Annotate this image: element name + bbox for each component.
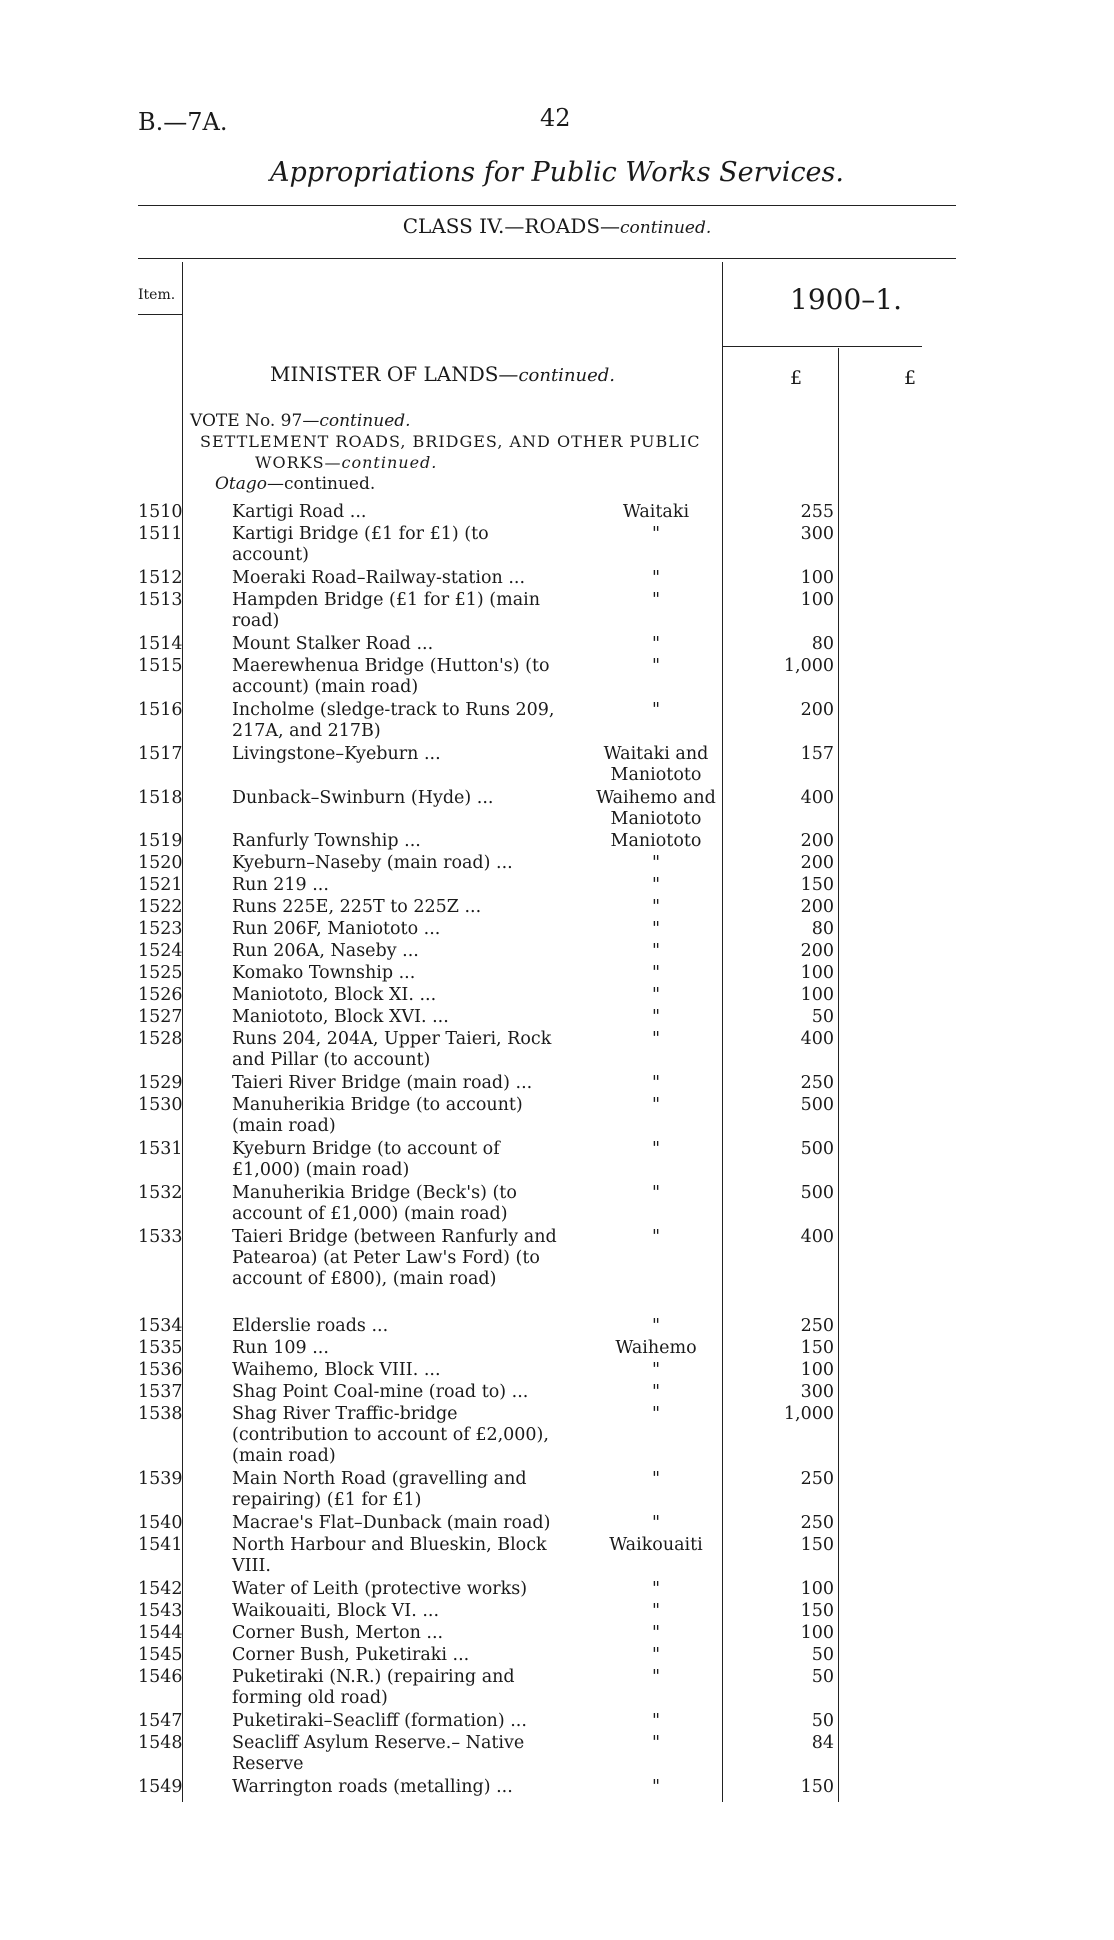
electoral-district: " (651, 1777, 661, 1797)
amount: 150 (800, 1601, 834, 1621)
electoral-district: Waitaki and Maniototo (603, 744, 709, 785)
item-description: Livingstone–Kyeburn ... (232, 744, 441, 764)
electoral-district: " (651, 941, 661, 961)
amount: 500 (800, 1095, 834, 1115)
amount: 300 (800, 1382, 834, 1402)
item-number: 1549 (138, 1777, 183, 1797)
item-number: 1546 (138, 1667, 183, 1687)
item-description: Manuherikia Bridge (to account) (main road) (232, 1095, 523, 1136)
page-title: Appropriations for Public Works Services. (270, 157, 844, 188)
item-number: 1515 (138, 656, 183, 676)
amount: 250 (800, 1073, 834, 1093)
electoral-district: " (651, 1073, 661, 1093)
item-number: 1542 (138, 1579, 183, 1599)
item-description: Runs 225E, 225T to 225Z ... (232, 897, 482, 917)
class-title: CLASS IV.—ROADS—continued. (402, 214, 712, 238)
electoral-district: " (651, 1711, 661, 1731)
rule-amount (838, 348, 839, 1802)
item-number: 1537 (138, 1382, 183, 1402)
electoral-district: " (651, 700, 661, 720)
item-number: 1533 (138, 1227, 183, 1247)
amount: 400 (800, 1029, 834, 1049)
amount: 200 (800, 700, 834, 720)
item-description: Macrae's Flat–Dunback (main road) (232, 1513, 551, 1533)
item-description: Water of Leith (protective works) (232, 1579, 528, 1599)
item-description: Kyeburn–Naseby (main road) ... (232, 853, 513, 873)
electoral-district: " (651, 963, 661, 983)
item-number: 1519 (138, 831, 183, 851)
amount: 1,000 (783, 1404, 834, 1424)
item-description: Warrington roads (metalling) ... (232, 1777, 513, 1797)
year-column-header: 1900–1. (790, 283, 902, 316)
item-number: 1539 (138, 1469, 183, 1489)
amount: 200 (800, 941, 834, 961)
amount: 100 (800, 590, 834, 610)
rule-desc (722, 262, 723, 1802)
electoral-district: " (651, 1623, 661, 1643)
electoral-district: " (651, 1139, 661, 1159)
amount: 100 (800, 568, 834, 588)
item-number: 1520 (138, 853, 183, 873)
electoral-district: " (651, 853, 661, 873)
vote-suffix: continued. (319, 411, 411, 431)
amount: 150 (800, 875, 834, 895)
item-number: 1540 (138, 1513, 183, 1533)
amount: 157 (800, 744, 834, 764)
divider-class (138, 258, 956, 259)
district-suffix: —continued. (267, 474, 376, 494)
item-description: Puketiraki (N.R.) (repairing and forming old road) (232, 1667, 515, 1708)
works-heading: WORKS—continued. (255, 453, 438, 472)
item-number: 1513 (138, 590, 183, 610)
electoral-district: " (651, 1733, 661, 1753)
electoral-district: " (651, 1183, 661, 1203)
item-description: Maniototo, Block XVI. ... (232, 1007, 449, 1027)
electoral-district: Maniototo (610, 831, 702, 851)
item-description: Run 206A, Naseby ... (232, 941, 419, 961)
item-description: Runs 204, 204A, Upper Taieri, Rock and Pillar (to account) (232, 1029, 552, 1070)
electoral-district: " (651, 656, 661, 676)
item-number: 1512 (138, 568, 183, 588)
item-description: Hampden Bridge (£1 for £1) (main road) (232, 590, 541, 631)
item-number: 1538 (138, 1404, 183, 1424)
electoral-district: " (651, 1469, 661, 1489)
item-description: Elderslie roads ... (232, 1316, 389, 1336)
item-number: 1514 (138, 634, 183, 654)
item-description: Waihemo, Block VIII. ... (232, 1360, 441, 1380)
electoral-district: " (651, 985, 661, 1005)
item-number: 1543 (138, 1601, 183, 1621)
item-number: 1534 (138, 1316, 183, 1336)
item-number: 1522 (138, 897, 183, 917)
item-number: 1548 (138, 1733, 183, 1753)
item-description: Corner Bush, Puketiraki ... (232, 1645, 470, 1665)
year-underline (722, 346, 922, 347)
item-number: 1529 (138, 1073, 183, 1093)
electoral-district: " (651, 1645, 661, 1665)
vote-heading: VOTE No. 97—continued. (190, 411, 411, 431)
item-number: 1525 (138, 963, 183, 983)
electoral-district: " (651, 919, 661, 939)
amount: 50 (811, 1711, 834, 1731)
electoral-district: Waikouaiti (609, 1535, 703, 1555)
item-description: Manuherikia Bridge (Beck's) (to account of £1,000) (main road) (232, 1183, 517, 1224)
electoral-district: " (651, 1579, 661, 1599)
item-number: 1523 (138, 919, 183, 939)
electoral-district: " (651, 1667, 661, 1687)
amount: 300 (800, 524, 834, 544)
item-description: North Harbour and Blueskin, Block VIII. (232, 1535, 547, 1576)
item-number: 1528 (138, 1029, 183, 1049)
item-description: Kyeburn Bridge (to account of £1,000) (main road) (232, 1139, 500, 1180)
item-description: Maniototo, Block XI. ... (232, 985, 437, 1005)
item-column-header: Item. (138, 287, 176, 303)
amount: 500 (800, 1183, 834, 1203)
item-description: Kartigi Road ... (232, 502, 367, 522)
currency-col1: £ (790, 367, 803, 389)
item-description: Puketiraki–Seacliff (formation) ... (232, 1711, 527, 1731)
item-number: 1510 (138, 502, 183, 522)
electoral-district: " (651, 1007, 661, 1027)
item-number: 1516 (138, 700, 183, 720)
amount: 200 (800, 831, 834, 851)
amount: 400 (800, 788, 834, 808)
amount: 100 (800, 963, 834, 983)
divider-top (138, 205, 956, 206)
electoral-district: " (651, 1513, 661, 1533)
item-number: 1521 (138, 875, 183, 895)
report-code: B.—7A. (138, 108, 228, 136)
amount: 150 (800, 1535, 834, 1555)
item-number: 1541 (138, 1535, 183, 1555)
item-number: 1530 (138, 1095, 183, 1115)
amount: 100 (800, 985, 834, 1005)
item-number: 1532 (138, 1183, 183, 1203)
electoral-district: " (651, 1029, 661, 1049)
item-description: Maerewhenua Bridge (Hutton's) (to account) (main road) (232, 656, 550, 697)
page-number: 42 (540, 104, 571, 132)
item-description: Shag Point Coal-mine (road to) ... (232, 1382, 529, 1402)
electoral-district: " (651, 897, 661, 917)
item-description: Seacliff Asylum Reserve.– Native Reserve (232, 1733, 525, 1774)
item-number: 1535 (138, 1338, 183, 1358)
item-number: 1526 (138, 985, 183, 1005)
amount: 150 (800, 1777, 834, 1797)
electoral-district: " (651, 568, 661, 588)
item-number: 1518 (138, 788, 183, 808)
amount: 250 (800, 1513, 834, 1533)
amount: 500 (800, 1139, 834, 1159)
minister-heading: MINISTER OF LANDS—continued. (270, 362, 616, 386)
item-number: 1544 (138, 1623, 183, 1643)
electoral-district: " (651, 524, 661, 544)
item-description: Run 219 ... (232, 875, 329, 895)
item-description: Run 109 ... (232, 1338, 329, 1358)
item-description: Corner Bush, Merton ... (232, 1623, 444, 1643)
item-description: Dunback–Swinburn (Hyde) ... (232, 788, 494, 808)
amount: 100 (800, 1623, 834, 1643)
electoral-district: Waihemo (615, 1338, 697, 1358)
item-number: 1531 (138, 1139, 183, 1159)
electoral-district: " (651, 1601, 661, 1621)
electoral-district: " (651, 875, 661, 895)
electoral-district: " (651, 590, 661, 610)
amount: 400 (800, 1227, 834, 1247)
item-number: 1536 (138, 1360, 183, 1380)
item-underline (138, 314, 182, 315)
amount: 1,000 (783, 656, 834, 676)
amount: 80 (811, 634, 834, 654)
item-description: Komako Township ... (232, 963, 416, 983)
amount: 84 (811, 1733, 834, 1753)
item-description: Kartigi Bridge (£1 for £1) (to account) (232, 524, 489, 565)
item-description: Taieri River Bridge (main road) ... (232, 1073, 533, 1093)
item-description: Moeraki Road–Railway-station ... (232, 568, 526, 588)
amount: 100 (800, 1579, 834, 1599)
item-description: Run 206F, Maniototo ... (232, 919, 441, 939)
item-number: 1545 (138, 1645, 183, 1665)
electoral-district: " (651, 1382, 661, 1402)
amount: 80 (811, 919, 834, 939)
amount: 50 (811, 1007, 834, 1027)
item-description: Shag River Traffic-bridge (contribution to account of £2,000), (main road) (232, 1404, 549, 1466)
amount: 200 (800, 853, 834, 873)
district-heading: Otago—continued. (215, 474, 376, 494)
amount: 50 (811, 1645, 834, 1665)
amount: 150 (800, 1338, 834, 1358)
minister-suffix: continued. (518, 365, 616, 386)
electoral-district: " (651, 1404, 661, 1424)
electoral-district: " (651, 1360, 661, 1380)
item-number: 1527 (138, 1007, 183, 1027)
item-number: 1524 (138, 941, 183, 961)
amount: 200 (800, 897, 834, 917)
amount: 250 (800, 1316, 834, 1336)
amount: 255 (800, 502, 834, 522)
works-suffix: continued. (341, 453, 438, 472)
item-number: 1511 (138, 524, 183, 544)
amount: 50 (811, 1667, 834, 1687)
item-description: Waikouaiti, Block VI. ... (232, 1601, 440, 1621)
item-description: Main North Road (gravelling and repairing) (£1 for £1) (232, 1469, 527, 1510)
amount: 250 (800, 1469, 834, 1489)
electoral-district: " (651, 1095, 661, 1115)
item-description: Ranfurly Township ... (232, 831, 421, 851)
electoral-district: Waihemo and Maniototo (596, 788, 716, 829)
item-number: 1517 (138, 744, 183, 764)
amount: 100 (800, 1360, 834, 1380)
settlement-heading: SETTLEMENT ROADS, BRIDGES, AND OTHER PUBLIC (200, 432, 701, 451)
electoral-district: Waitaki (622, 502, 690, 522)
item-description: Incholme (sledge-track to Runs 209, 217A, and 217B) (232, 700, 555, 741)
electoral-district: " (651, 1227, 661, 1247)
item-description: Taieri Bridge (between Ranfurly and Patearoa) (at Peter Law's Ford) (to account of £800), (main road) (232, 1227, 557, 1289)
electoral-district: " (651, 634, 661, 654)
class-title-suffix: continued. (620, 218, 712, 238)
item-description: Mount Stalker Road ... (232, 634, 434, 654)
item-number: 1547 (138, 1711, 183, 1731)
currency-col2: £ (904, 367, 917, 389)
electoral-district: " (651, 1316, 661, 1336)
